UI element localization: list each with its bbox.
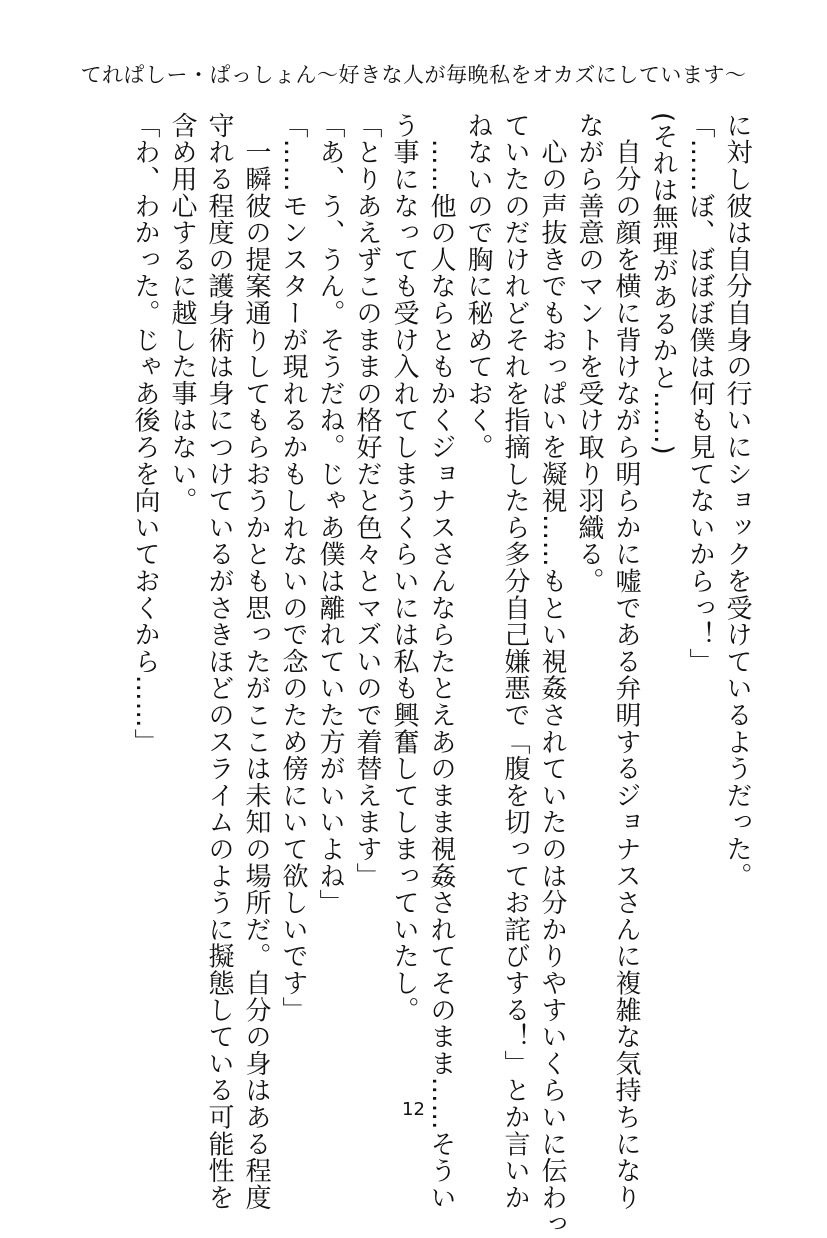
text-line: ……他の人ならともかくジョナスさんならたとえあのまま視姦されてそのまま……そうい (426, 112, 456, 1211)
text-line: 自分の顔を横に背けながら明らかに嘘である弁明するジョナスさんに複雑な気持ちになり (611, 112, 641, 1211)
text-line: (それは無理があるかと……) (648, 112, 678, 456)
text-line: 「とりあえずこのままの格好だと色々とマズいので着替えます」 (352, 112, 382, 890)
running-header: てれぱしー・ぱっしょん〜好きな人が毎晩私をオカズにしています〜 (80, 63, 747, 87)
text-line: 「わ、わかった。じゃあ後ろを向いておくから……」 (130, 112, 160, 756)
text-line: 「……モンスターが現れるかもしれないので念のため傍にいて欲しいです」 (278, 112, 308, 1024)
text-line: 一瞬彼の提案通りしてもらおうかとも思ったがここは未知の場所だ。自分の身はある程度 (241, 112, 271, 1211)
text-line: ていたのだけれどそれを指摘したら多分自己嫌悪で「腹を切ってお詫びする！」とか言いか (500, 112, 530, 1211)
text-line: う事になっても受け入れてしまうくらいには私も興奮してしまっていたし。 (389, 112, 419, 1024)
text-line: 守れる程度の護身術は身につけているがさきほどのスライムのように擬態している可能性を (204, 112, 234, 1211)
text-line: 「……ぼ、ぼぼぼ僕は何も見てないからっ！」 (685, 112, 715, 675)
page-number: 12 (402, 1099, 425, 1120)
text-line: に対し彼は自分自身の行いにショックを受けているようだった。 (722, 112, 752, 890)
text-line: ながら善意のマントを受け取り羽織る。 (574, 112, 604, 595)
text-line: 心の声抜きでもおっぱいを凝視……もとい視姦されていたのは分かりやすいくらいに伝わっ (537, 112, 567, 1238)
text-line: 含め用心するに越した事はない。 (167, 112, 197, 514)
text-line: ねないので胸に秘めておく。 (463, 112, 493, 461)
text-line: 「あ、う、うん。そうだね。じゃあ僕は離れていた方がいいよね」 (315, 112, 345, 916)
